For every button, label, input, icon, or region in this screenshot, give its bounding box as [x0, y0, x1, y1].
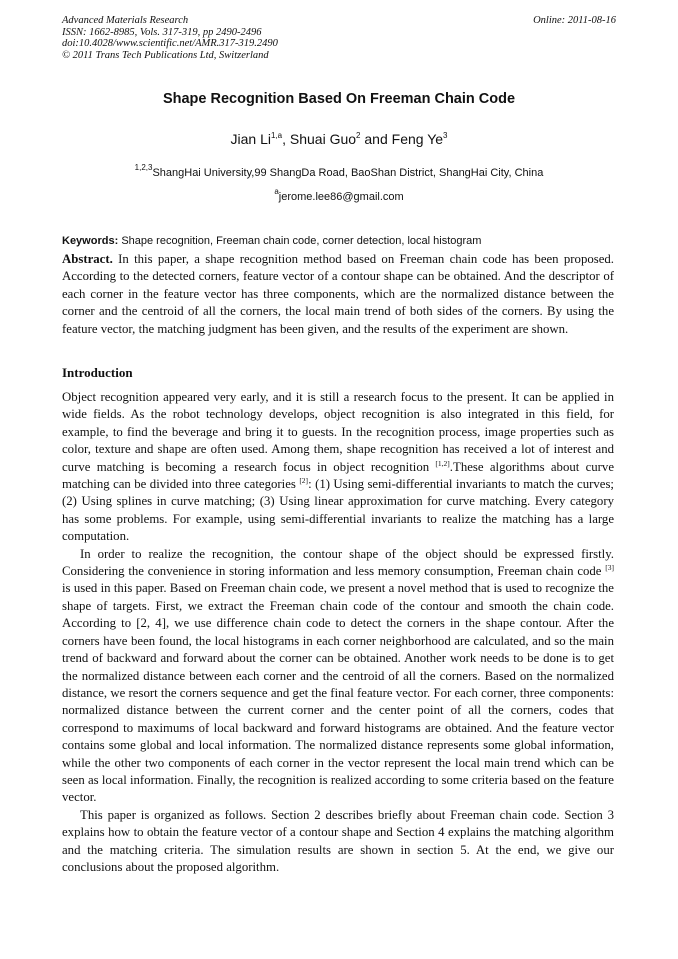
author-separator: , — [282, 131, 290, 147]
author-affiliation-mark: 2 — [356, 131, 361, 140]
copyright-line: © 2011 Trans Tech Publications Ltd, Switzerland — [62, 49, 269, 61]
abstract-text: In this paper, a shape recognition method based on Freeman chain code has been proposed. According to the detected corners, feature vector of a contour shape can be obtained. And the descriptor of each corner in the feature vector has three components, which are the normalized distance between the corner and the centroid of all the corners, the local main trend of both sides of the corners. By using the feature vector, the matching judgment has been given, and the results of the experiment are shown. — [62, 252, 614, 336]
paragraph-text: In order to realize the recognition, the contour shape of the object should be expressed firstly. Considering the convenience in storing information and less memory consumption, Freeman chain code — [62, 546, 614, 579]
author-name: Shuai Guo — [289, 131, 357, 147]
author-list — [0, 131, 678, 147]
author-affiliation-mark: 1,a — [270, 131, 283, 140]
paragraph: This paper is organized as follows. Section 2 describes briefly about Freeman chain code. Section 3 explains how to obtain the feature vector of a contour shape and Section 4 explains the matching algorithm and the matching criteria. The simulation results are shown in section 5. At the end, we give our conclusions about the proposed algorithm. — [62, 807, 614, 874]
paragraph-text: Object recognition appeared very early, and it is still a research focus to the present. It can be applied in wide fields. As the robot technology develops, object recognition is also integrated in this field, for example, to find the beverage and bring it to guests. In the recognition process, image properties such as color, texture and shape are often used. Among them, shape recognition has received a lot of interest and curve matching is becoming a research focus in object recognition — [62, 390, 614, 474]
doi-line: doi:10.4028/www.scientific.net/AMR.317-319.2490 — [62, 38, 278, 49]
author-name: Jian Li — [230, 131, 271, 147]
affiliation-text: ShangHai University,99 ShangDa Road, BaoShan District, ShangHai City, China — [152, 167, 544, 179]
paragraph-text: : (1) Using semi-differential invariants to match the curves; (2) Using splines in curve matching; (3) Using linear approximation for curve matching. Every category has some problems. For example, using semi-differential invariants to realize the matching has a large computation. — [62, 477, 614, 544]
author-name: Feng Ye — [391, 131, 444, 147]
online-date: Online: 2011-08-16 — [533, 15, 616, 26]
paragraph-text: .These algorithms about curve matching can be divided into three categories — [62, 459, 614, 492]
section-heading-introduction: Introduction — [62, 365, 133, 380]
keywords-text: Shape recognition, Freeman chain code, corner detection, local histogram — [121, 235, 482, 247]
citation: [1,2] — [435, 458, 450, 468]
journal-header — [62, 15, 616, 61]
paragraph-text: is used in this paper. Based on Freeman chain code, we present a novel method that is used to recognize the shape of targets. First, we extract the Freeman chain code of the contour and smooth the chain code. According to [2, 4], we use difference chain code to detect the corners in the shape contour. After the corners have been found, the local histograms in each corner neighborhood are calculated, and so the main trend of backward and forward about the corner can be obtained. Another work needs to be done is to get the normalized distance between each corner and the centroid of all the corners. Based on the normalized distance, we resort the corners sequence and get the final feature vector. For each corner, three components: normalized distance between the current corner and the center point of all the corners, codes that correspond to maximums of local backward and forward histograms are obtained. And the feature vector contains some global and local information. The normalized distance represents some global information, while the other two components of each corner in the vector represent the local main trend which can be seen as local information. Finally, the recognition is realized according to some criteria based on the feature vector. — [62, 581, 614, 805]
author-separator: and — [360, 131, 392, 147]
contact-email — [0, 187, 678, 203]
citation: [2] — [299, 476, 309, 486]
citation: [3] — [605, 563, 614, 573]
introduction-body — [62, 389, 614, 876]
abstract — [62, 251, 614, 338]
abstract-label: Abstract. — [62, 252, 113, 266]
paragraph — [62, 389, 614, 546]
journal-name: Advanced Materials Research — [62, 15, 189, 26]
affiliation-mark: 1,2,3 — [134, 163, 153, 172]
issn-line: ISSN: 1662-8985, Vols. 317-319, pp 2490-2496 — [62, 26, 262, 38]
author-affiliation-mark: 3 — [443, 131, 448, 140]
paper-title: Shape Recognition Based On Freeman Chain Code — [162, 91, 516, 107]
keywords — [62, 235, 622, 247]
affiliation — [0, 163, 678, 179]
paragraph — [62, 546, 614, 807]
keywords-label: Keywords: — [62, 235, 119, 247]
email-mark: a — [274, 187, 279, 196]
email-address: jerome.lee86@gmail.com — [278, 191, 404, 203]
